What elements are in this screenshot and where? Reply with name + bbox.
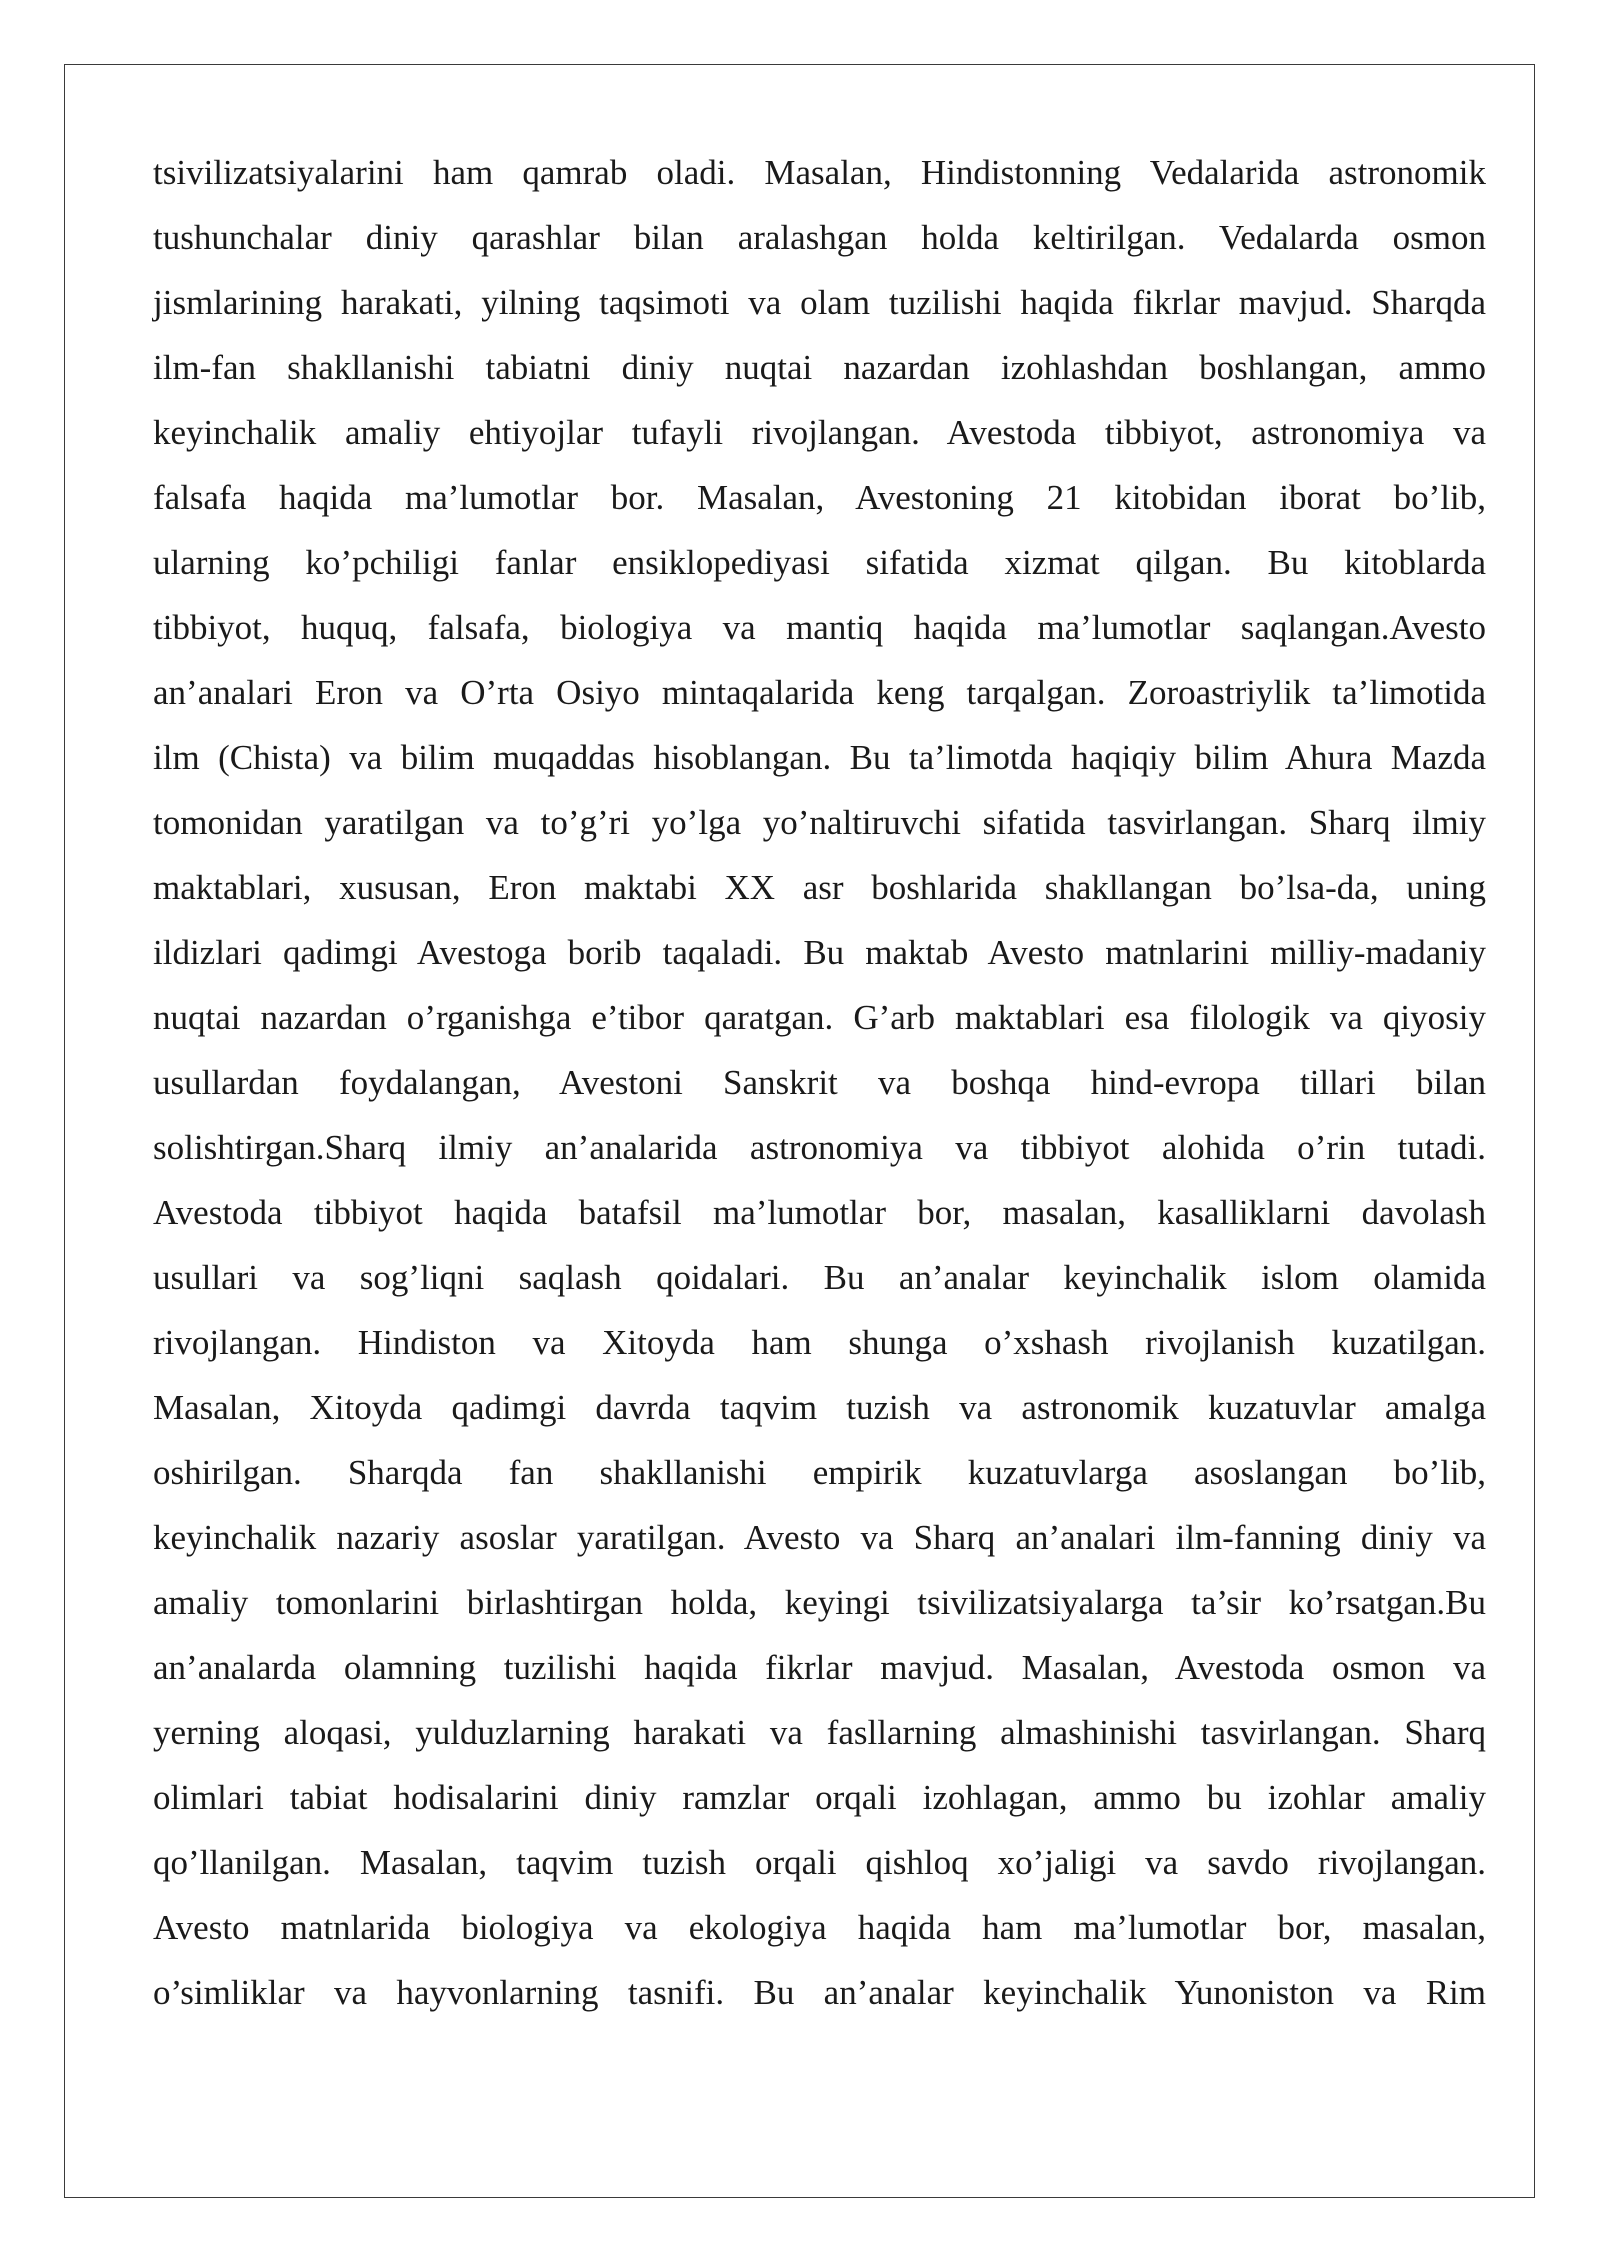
text-line: amaliy tomonlarini birlashtirgan holda, keyingi tsivilizatsiyalarga ta’sir ko’rsatgan.Bu: [153, 1583, 1486, 1622]
body-paragraph: [153, 140, 1486, 2025]
text-line: tsivilizatsiyalarini ham qamrab oladi. Masalan, Hindistonning Vedalarida astronomik: [153, 153, 1486, 192]
text-line: keyinchalik amaliy ehtiyojlar tufayli rivojlangan. Avestoda tibbiyot, astronomiya va: [153, 413, 1486, 452]
text-line: jismlarining harakati, yilning taqsimoti va olam tuzilishi haqida fikrlar mavjud. Sharqda: [153, 283, 1486, 322]
text-line: usullari va sog’liqni saqlash qoidalari. Bu an’analar keyinchalik islom olamida: [153, 1258, 1486, 1297]
text-line: usullardan foydalangan, Avestoni Sanskrit va boshqa hind-evropa tillari bilan: [153, 1063, 1486, 1102]
text-line: Masalan, Xitoyda qadimgi davrda taqvim tuzish va astronomik kuzatuvlar amalga: [153, 1388, 1486, 1427]
text-line: an’analari Eron va O’rta Osiyo mintaqalarida keng tarqalgan. Zoroastriylik ta’limotida: [153, 673, 1486, 712]
text-line: maktablari, xususan, Eron maktabi XX asr boshlarida shakllangan bo’lsa-da, uning: [153, 868, 1486, 907]
text-line: tibbiyot, huquq, falsafa, biologiya va mantiq haqida ma’lumotlar saqlangan.Avesto: [153, 608, 1486, 647]
text-line: yerning aloqasi, yulduzlarning harakati va fasllarning almashinishi tasvirlangan. Sharq: [153, 1713, 1486, 1752]
text-line: ildizlari qadimgi Avestoga borib taqaladi. Bu maktab Avesto matnlarini milliy-madaniy: [153, 933, 1486, 972]
text-line: nuqtai nazardan o’rganishga e’tibor qaratgan. G’arb maktablari esa filologik va qiyosiy: [153, 998, 1486, 1037]
text-line: an’analarda olamning tuzilishi haqida fikrlar mavjud. Masalan, Avestoda osmon va: [153, 1648, 1486, 1687]
text-line: qo’llanilgan. Masalan, taqvim tuzish orqali qishloq xo’jaligi va savdo rivojlangan.: [153, 1843, 1486, 1882]
text-line: olimlari tabiat hodisalarini diniy ramzlar orqali izohlagan, ammo bu izohlar amaliy: [153, 1778, 1486, 1817]
text-line: solishtirgan.Sharq ilmiy an’analarida astronomiya va tibbiyot alohida o’rin tutadi.: [153, 1128, 1486, 1167]
text-line: oshirilgan. Sharqda fan shakllanishi empirik kuzatuvlarga asoslangan bo’lib,: [153, 1453, 1486, 1492]
text-line: keyinchalik nazariy asoslar yaratilgan. Avesto va Sharq an’analari ilm-fanning diniy va: [153, 1518, 1486, 1557]
text-line: Avestoda tibbiyot haqida batafsil ma’lumotlar bor, masalan, kasalliklarni davolash: [153, 1193, 1486, 1232]
text-line: tushunchalar diniy qarashlar bilan aralashgan holda keltirilgan. Vedalarda osmon: [153, 218, 1486, 257]
text-line: o’simliklar va hayvonlarning tasnifi. Bu an’analar keyinchalik Yunoniston va Rim: [153, 1973, 1486, 2012]
text-line: ilm-fan shakllanishi tabiatni diniy nuqtai nazardan izohlashdan boshlangan, ammo: [153, 348, 1486, 387]
text-line: ularning ko’pchiligi fanlar ensiklopediyasi sifatida xizmat qilgan. Bu kitoblarda: [153, 543, 1486, 582]
text-line: tomonidan yaratilgan va to’g’ri yo’lga yo’naltiruvchi sifatida tasvirlangan. Sharq ilmiy: [153, 803, 1486, 842]
text-line: Avesto matnlarida biologiya va ekologiya haqida ham ma’lumotlar bor, masalan,: [153, 1908, 1486, 1947]
text-line: rivojlangan. Hindiston va Xitoyda ham shunga o’xshash rivojlanish kuzatilgan.: [153, 1323, 1486, 1362]
text-line: ilm (Chista) va bilim muqaddas hisoblangan. Bu ta’limotda haqiqiy bilim Ahura Mazda: [153, 738, 1486, 777]
text-line: falsafa haqida ma’lumotlar bor. Masalan, Avestoning 21 kitobidan iborat bo’lib,: [153, 478, 1486, 517]
